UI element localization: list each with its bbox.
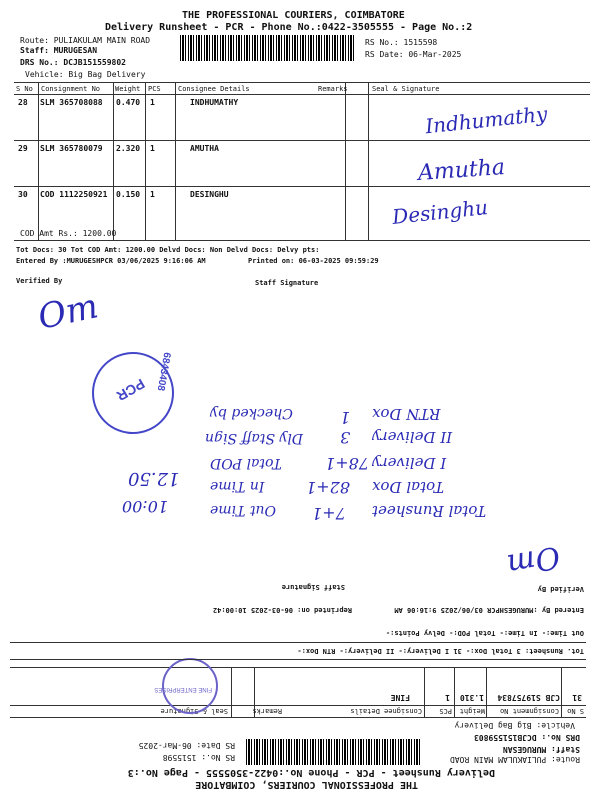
- stamp-text: FINE ENTERPRISES: [154, 686, 212, 692]
- out-time-value: 10:00: [122, 497, 169, 516]
- row-consignee: FINE: [390, 693, 410, 702]
- barcode-image: [245, 739, 420, 765]
- consignee-signature: Amutha: [417, 154, 506, 187]
- row-pcs: 1: [150, 144, 155, 153]
- staff-label: Staff: MURUGESAN: [502, 745, 580, 754]
- table-bottom-border: [14, 240, 590, 241]
- header-sno: S No: [567, 707, 584, 715]
- runsheet-subtitle: Delivery Runsheet - PCR - Phone No.:0422-3505555 - Page No.:2: [105, 22, 473, 33]
- drs-number: DRS No.: DCJB151559802: [20, 58, 126, 67]
- header-consignment: Consignment No: [499, 707, 559, 715]
- vehicle-label: Vehicle: Big Bag Delivery: [25, 70, 146, 79]
- barcode-image: [180, 35, 355, 61]
- header-consignee: Consignee Details: [350, 707, 422, 715]
- stamp-number: 6843408: [154, 351, 173, 392]
- vehicle-label: Vehicle: Big Bag Delivery: [454, 721, 575, 730]
- total-dox-label: Total Dox: [372, 478, 444, 496]
- in-time-label: In Time: [210, 478, 265, 494]
- column-divider: [113, 82, 114, 240]
- header-seal-signature: Seal & Signature: [372, 85, 440, 93]
- times-line: Out Time:- In Time:- Total POD:- Delvy Points:-: [385, 629, 584, 637]
- column-divider: [454, 668, 455, 718]
- ii-delivery-label: II Delivery: [372, 428, 453, 446]
- consignee-signature: Desinghu: [391, 195, 489, 229]
- runsheet-subtitle: Delivery Runsheet - PCR - Phone No.:0422-3505555 - Page No.:3: [127, 767, 495, 778]
- route-label: Route: PULIAKULAM MAIN ROAD: [449, 755, 580, 764]
- header-remarks: Remarks: [252, 707, 282, 715]
- consignee-signature: Indhumathy: [424, 101, 549, 139]
- row-pcs: 1: [445, 693, 450, 702]
- totals-line: Tot. Runsheet: 3 Total Dox:- 31 I Delivery:- II Delivery:- RTN Dox:-: [297, 647, 584, 655]
- row-weight: 0.150: [116, 190, 141, 199]
- row-consignment: CJB S19757834: [497, 693, 560, 702]
- row-pcs: 1: [150, 98, 155, 107]
- header-pcs: PCS: [148, 85, 161, 93]
- drs-number: DRS No.: DCJB151559803: [474, 733, 580, 742]
- rtn-dox-value: 1: [340, 408, 351, 427]
- row-weight: 2.320: [116, 144, 141, 153]
- table-top-border: [10, 717, 586, 718]
- rs-number: RS No.: 1515598: [162, 753, 235, 762]
- reprinted-on: Reprinted on: 06-03-2025 10:00:42: [212, 606, 352, 614]
- rotated-runsheet-page: [0, 400, 600, 800]
- column-divider: [145, 82, 146, 240]
- total-pod-label: Total POD: [210, 455, 282, 471]
- total-runsheet-value: 7+1: [312, 504, 346, 523]
- header-weight: Weight: [459, 707, 485, 715]
- i-delivery-label: I Delivery: [372, 454, 447, 472]
- column-divider: [368, 82, 369, 240]
- row-consignee: AMUTHA: [190, 144, 219, 153]
- route-label: Route: PULIAKULAM MAIN ROAD: [20, 36, 151, 45]
- header-pcs: PCS: [439, 707, 452, 715]
- column-divider: [424, 668, 425, 718]
- verified-by-label: Verified By: [537, 585, 584, 593]
- row-consignment: COD 1112250921: [40, 190, 108, 199]
- table-header-border: [14, 94, 590, 95]
- row-weight: 0.470: [116, 98, 141, 107]
- row-sno: 31: [572, 693, 582, 702]
- printed-on: Printed on: 06-03-2025 09:59:29: [248, 257, 379, 265]
- stamp-text: PCR: [113, 375, 148, 405]
- staff-signature-label: Staff Signature: [281, 583, 345, 591]
- totals-border: [10, 642, 586, 643]
- totals-border: [10, 659, 586, 660]
- staff-label: Staff: MURUGESAN: [20, 46, 98, 55]
- dly-staff-sign-label: Dly Staff Sign: [205, 430, 304, 446]
- entered-by: Entered By :MURUGESHPCR 03/06/2025 9:16:06 AM: [16, 257, 206, 265]
- column-divider: [486, 668, 487, 718]
- row-pcs: 1: [150, 190, 155, 199]
- company-stamp: [154, 658, 218, 714]
- rs-date: RS Date: 06-Mar-2025: [365, 50, 462, 59]
- table-row-border: [14, 140, 590, 141]
- column-divider: [175, 82, 176, 240]
- total-dox-value: 82+1: [306, 478, 350, 497]
- verified-by-label: Verified By: [16, 277, 63, 285]
- total-runsheet-label: Total Runsheet: [372, 502, 487, 520]
- verifier-signature: Om: [34, 286, 102, 338]
- cod-amount: COD Amt Rs.: 1200.00: [20, 229, 117, 238]
- row-sno: 29: [18, 144, 28, 153]
- row-sno: 30: [18, 190, 28, 199]
- header-seal-signature: Seal & Signature: [160, 707, 228, 715]
- column-divider: [38, 82, 39, 240]
- row-consignee: INDHUMATHY: [190, 98, 239, 107]
- column-divider: [231, 668, 232, 718]
- table-bottom-border: [10, 667, 586, 668]
- row-consignee: DESINGHU: [190, 190, 229, 199]
- row-weight: 1.310: [459, 693, 484, 702]
- row-sno: 28: [18, 98, 28, 107]
- row-consignment: SLM 365708088: [40, 98, 103, 107]
- table-row-border: [14, 186, 590, 187]
- staff-signature-label: Staff Signature: [255, 279, 319, 287]
- rs-number: RS No.: 1515598: [365, 38, 438, 47]
- header-consignment: Consignment No: [41, 85, 101, 93]
- table-top-border: [14, 82, 590, 83]
- column-divider: [345, 82, 346, 240]
- i-delivery-value: 78+1: [325, 454, 369, 473]
- header-consignee: Consignee Details: [178, 85, 250, 93]
- in-time-value: 12.50: [128, 468, 180, 489]
- rs-date: RS Date: 06-Mar-2025: [138, 741, 235, 750]
- verifier-signature: Om: [504, 538, 563, 583]
- column-divider: [561, 668, 562, 718]
- runsheet-title: THE PROFESSIONAL COURIERS, COIMBATORE: [195, 779, 418, 790]
- out-time-label: Out Time: [210, 502, 276, 518]
- header-sno: S No: [16, 85, 33, 93]
- header-remarks: Remarks: [318, 85, 348, 93]
- header-weight: Weight: [115, 85, 141, 93]
- checked-by-label: Checked by: [210, 405, 293, 421]
- ii-delivery-value: 3: [340, 428, 351, 447]
- runsheet-title: THE PROFESSIONAL COURIERS, COIMBATORE: [182, 10, 405, 21]
- rtn-dox-label: RTN Dox: [372, 405, 441, 423]
- row-consignment: SLM 365780079: [40, 144, 103, 153]
- entered-by: Entered By :MURUGESHPCR 03/06/2025 9:16:06 AM: [394, 606, 584, 614]
- table-header-border: [10, 705, 586, 706]
- totals-line: Tot Docs: 30 Tot COD Amt: 1200.00 Delvd Docs: Non Delvd Docs: Delvy pts:: [16, 246, 320, 254]
